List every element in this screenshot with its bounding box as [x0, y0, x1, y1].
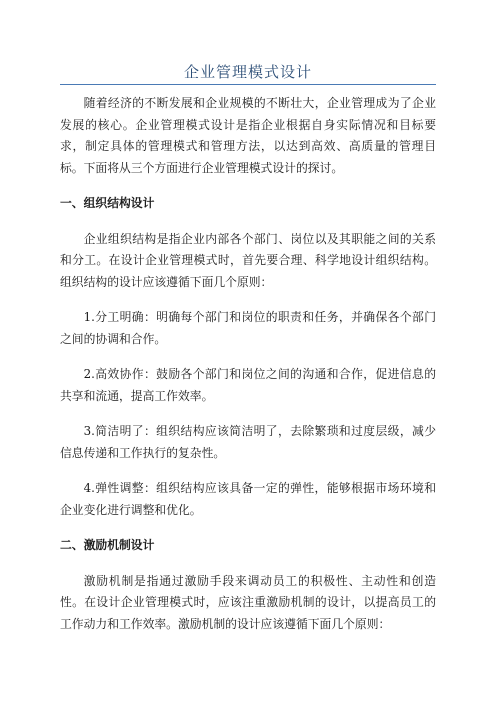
- principle-item: 3.简洁明了：组织结构应该简洁明了，去除繁琐和过度层级，减少信息传递和工作执行的复杂性。: [60, 424, 436, 460]
- section-heading-organization: 一、组织结构设计: [60, 196, 155, 210]
- section-heading-incentive: 二、激励机制设计: [60, 538, 155, 552]
- intro-paragraph: 随着经济的不断发展和企业规模的不断壮大，企业管理成为了企业发展的核心。企业管理模式设计是指企业根据自身实际情况和目标要求，制定具体的管理模式和管理方法，以达到高效、高质量的管理目标。下面将从三个方面进行企业管理模式设计的探讨。: [60, 96, 436, 175]
- document-body: [60, 93, 436, 649]
- section-paragraph-incentive: 激励机制是指通过激励手段来调动员工的积极性、主动性和创造性。在设计企业管理模式时，应该注重激励机制的设计，以提高员工的工作动力和工作效率。激励机制的设计应该遵循下面几个原则：: [60, 573, 436, 631]
- section-paragraph-organization: 企业组织结构是指企业内部各个部门、岗位以及其职能之间的关系和分工。在设计企业管理模式时，首先要合理、科学地设计组织结构。组织结构的设计应该遵循下面几个原则：: [60, 231, 436, 289]
- principle-item: 4.弹性调整：组织结构应该具备一定的弹性，能够根据市场环境和企业变化进行调整和优化。: [60, 481, 436, 517]
- principle-item: 1.分工明确：明确每个部门和岗位的职责和任务，并确保各个部门之间的协调和合作。: [60, 310, 436, 346]
- title-underline: [60, 84, 436, 85]
- principle-item: 2.高效协作：鼓励各个部门和岗位之间的沟通和合作，促进信息的共享和流通，提高工作效率。: [60, 367, 436, 403]
- document-title: 企业管理模式设计: [183, 63, 312, 81]
